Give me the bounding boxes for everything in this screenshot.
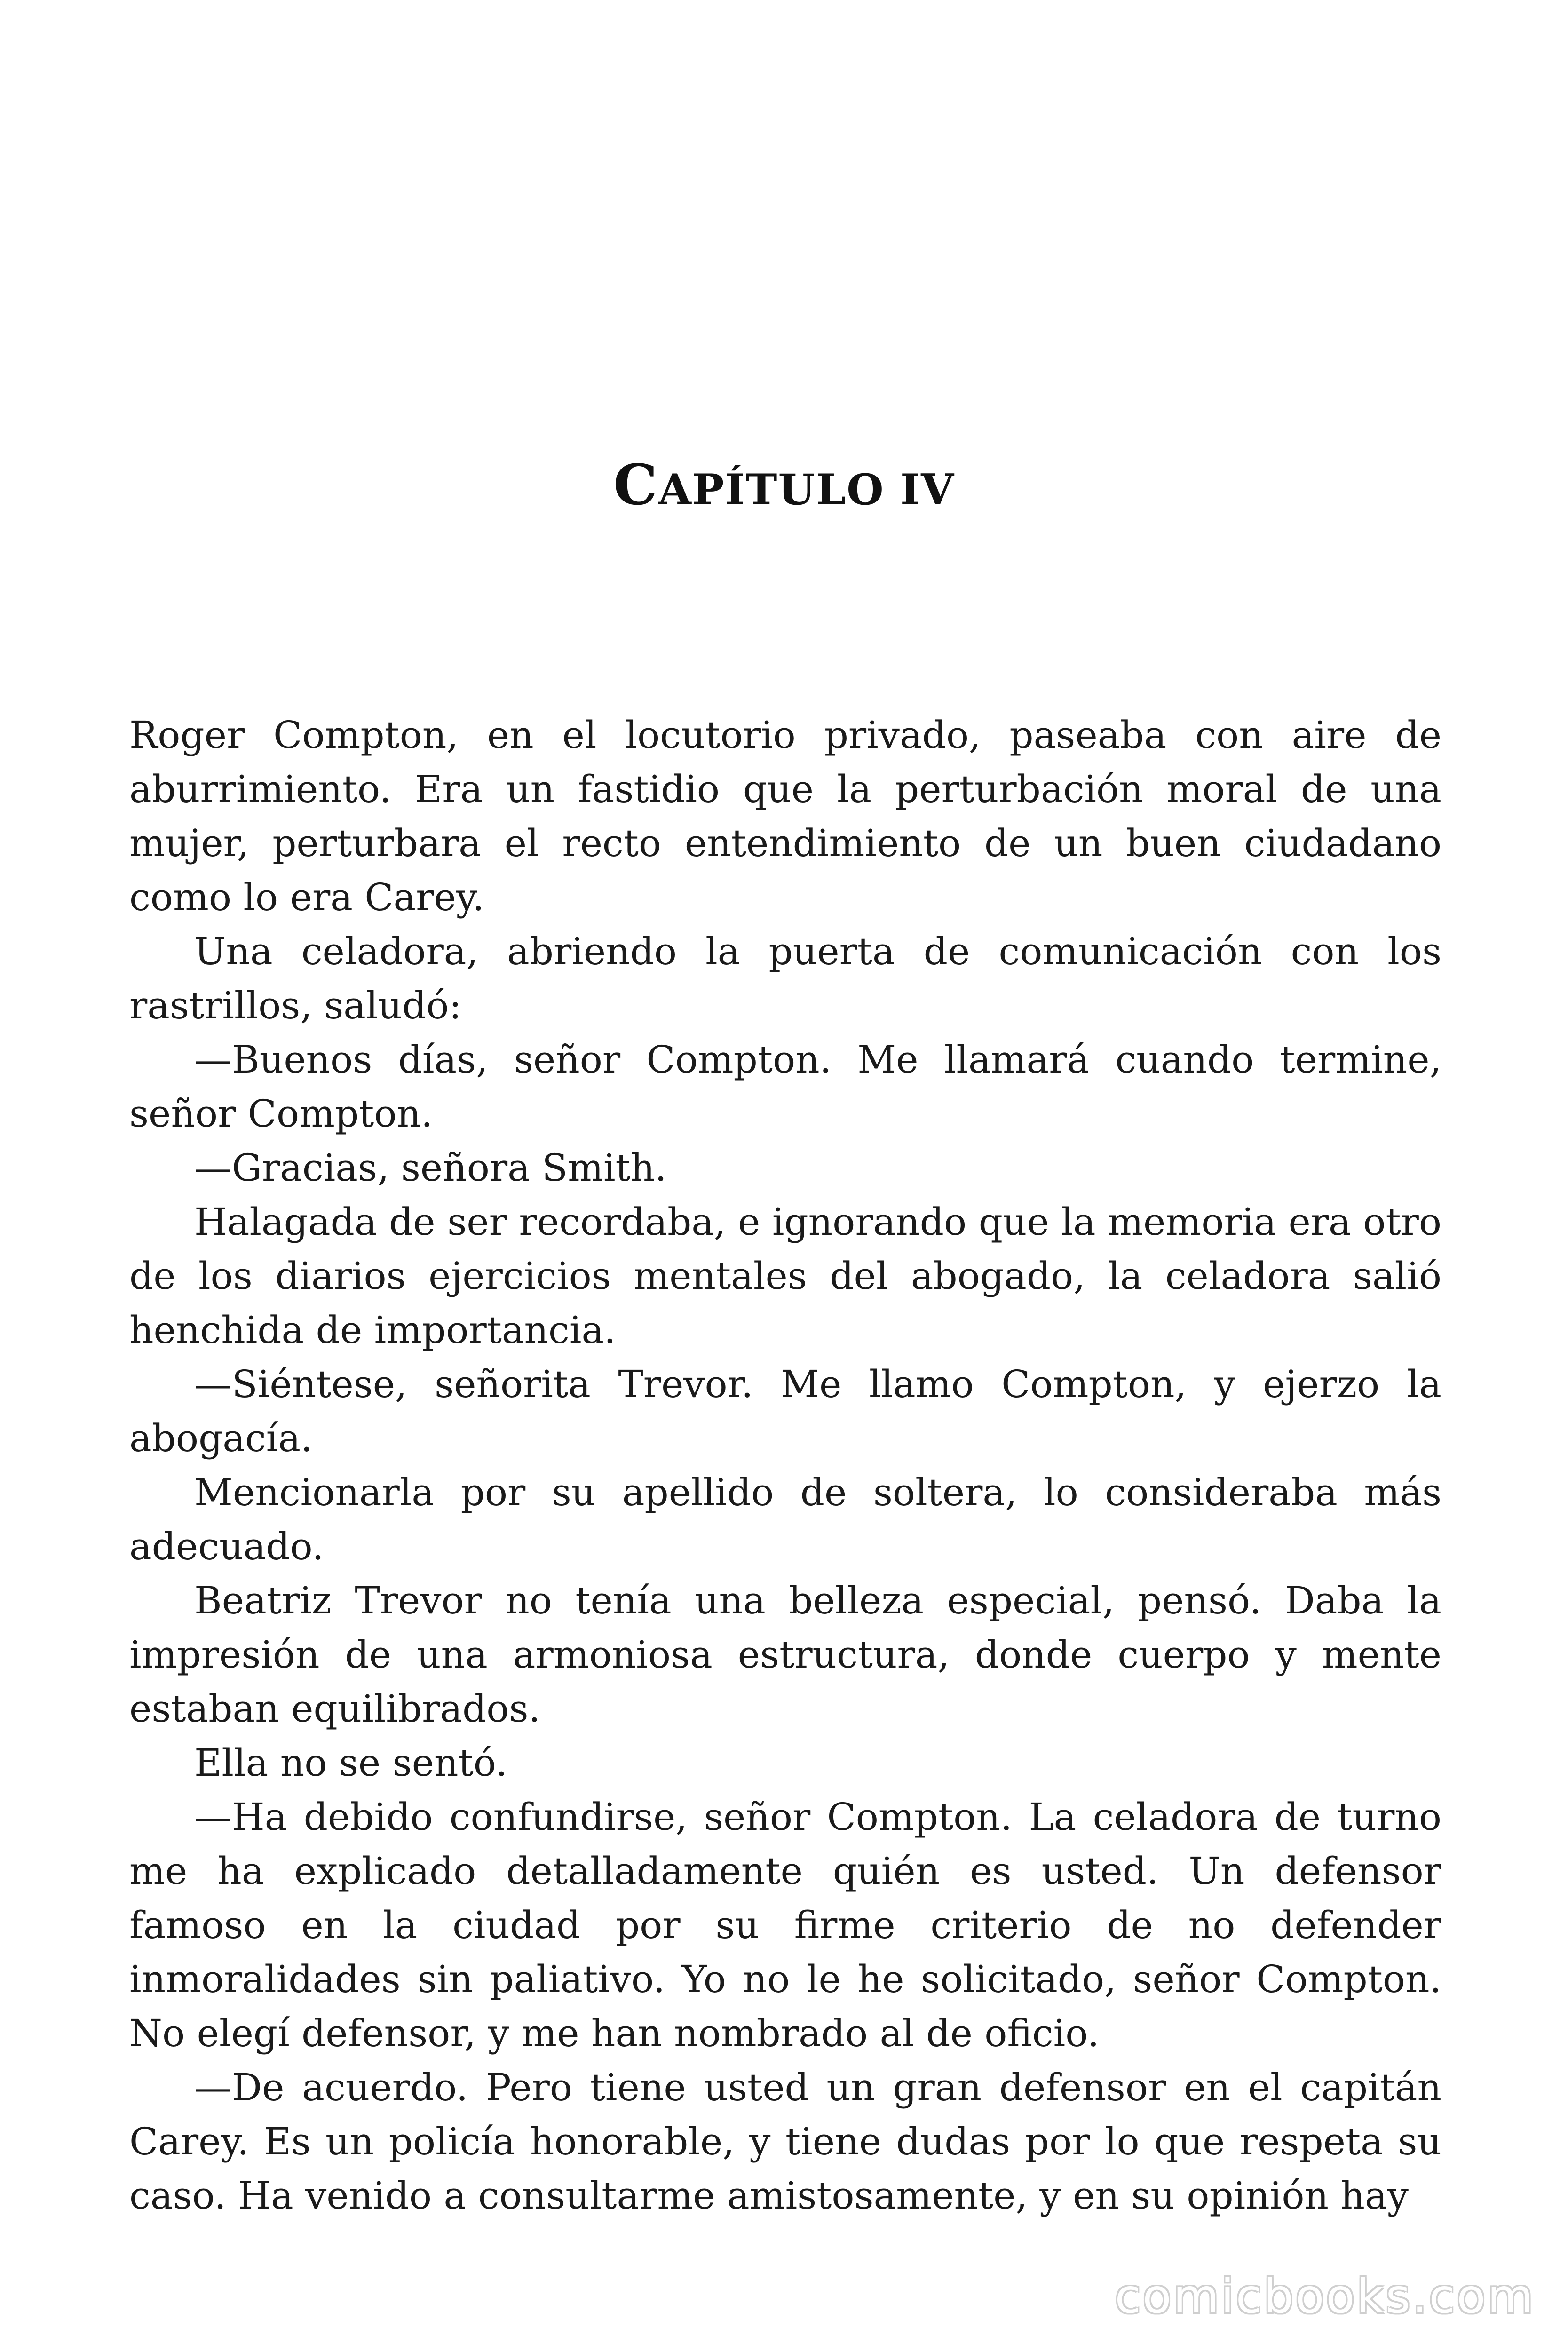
paragraph: Roger Compton, en el locutorio privado, paseaba con aire de aburrimiento. Era un fastidio que la perturbación moral de una mujer, perturbara el recto entendimiento de un buen ciudadano como lo era Carey. bbox=[129, 713, 1441, 919]
paragraph: Halagada de ser recordaba, e ignorando que la memoria era otro de los diarios ejercicios mentales del abogado, la celadora salió henchida de importancia. bbox=[129, 1200, 1441, 1352]
dialogue-paragraph: —Ha debido confundirse, señor Compton. La celadora de turno me ha explicado detalladamente quién es usted. Un defensor famoso en la ciudad por su firme criterio de no defender inmoralidades sin paliativo. Yo no le he solicitado, señor Compton. No elegí defensor, y me han nombrado al de oficio. bbox=[129, 1795, 1441, 2055]
dialogue-paragraph: —Gracias, señora Smith. bbox=[194, 1146, 667, 1190]
dialogue-paragraph: —De acuerdo. Pero tiene usted un gran defensor en el capitán Carey. Es un policía honorable, y tiene dudas por lo que respeta su caso. Ha venido a consultarme amistosamente, y en su opinión hay bbox=[129, 2066, 1441, 2217]
paragraph: Mencionarla por su apellido de soltera, lo consideraba más adecuado. bbox=[129, 1470, 1441, 1568]
watermark: comicbooks.com bbox=[1115, 2269, 1535, 2324]
chapter-title-rest: APÍTULO IV bbox=[658, 465, 955, 515]
chapter-body bbox=[129, 708, 1441, 2223]
paragraph: Beatriz Trevor no tenía una belleza especial, pensó. Daba la impresión de una armoniosa estructura, donde cuerpo y mente estaban equilibrados. bbox=[129, 1579, 1441, 1731]
paragraph: Una celadora, abriendo la puerta de comunicación con los rastrillos, saludó: bbox=[129, 930, 1441, 1027]
chapter-title-initial: C bbox=[613, 452, 658, 517]
dialogue-paragraph: —Buenos días, señor Compton. Me llamará cuando termine, señor Compton. bbox=[129, 1038, 1441, 1136]
paragraph: Ella no se sentó. bbox=[194, 1741, 507, 1785]
dialogue-paragraph: —Siéntese, señorita Trevor. Me llamo Compton, y ejerzo la abogacía. bbox=[129, 1362, 1441, 1460]
chapter-title bbox=[0, 452, 1568, 518]
